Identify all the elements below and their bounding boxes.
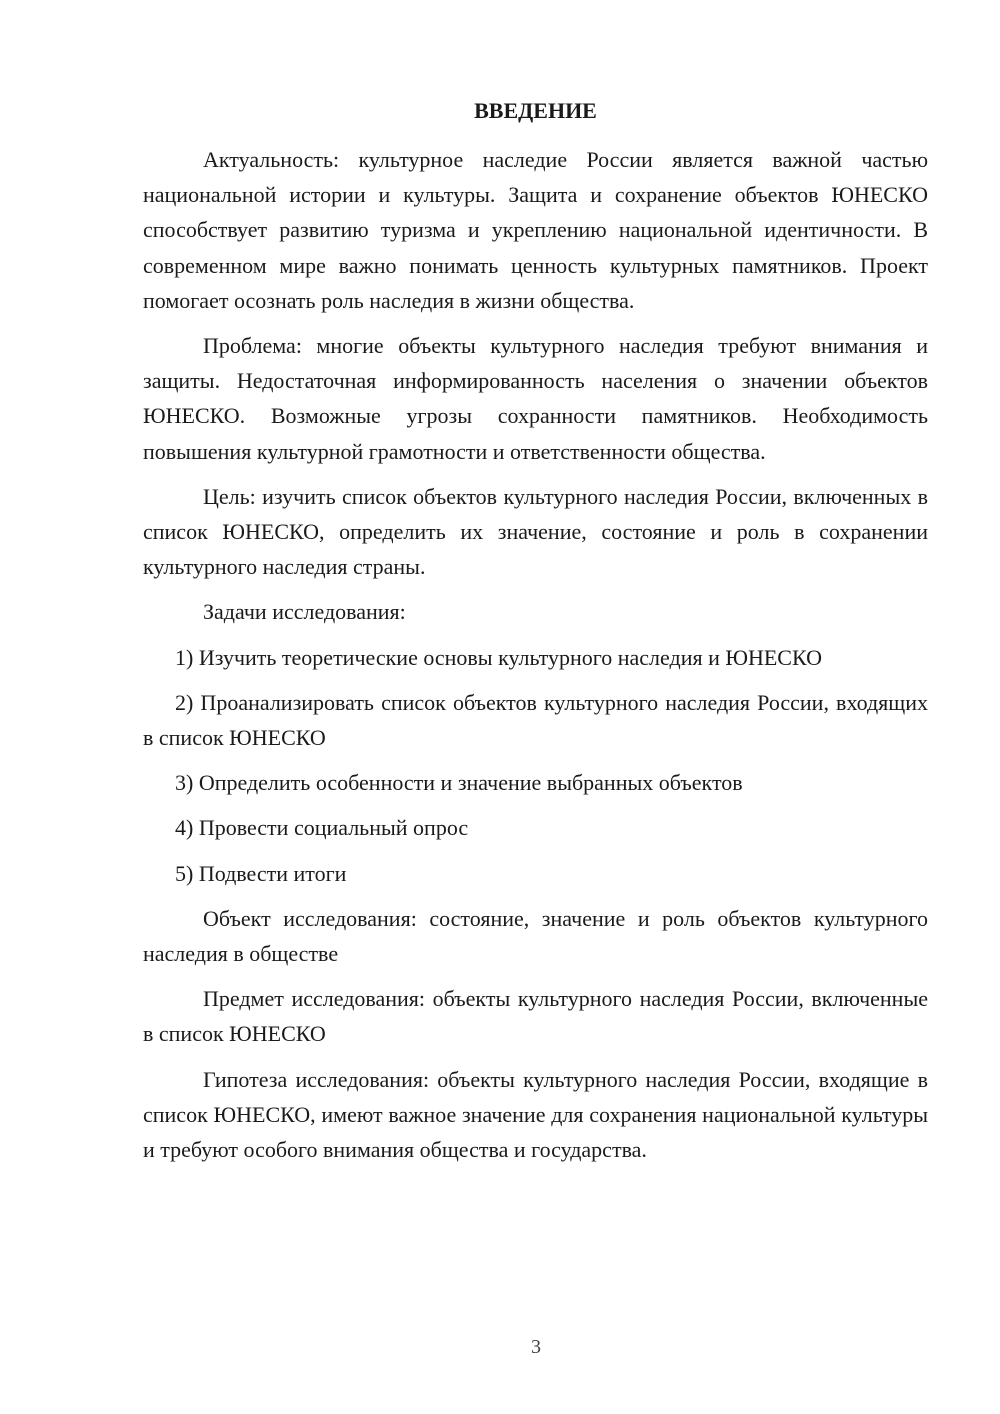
task-item-3: 3) Определить особенности и значение выбранных объектов <box>175 770 743 796</box>
task-item-4: 4) Провести социальный опрос <box>175 815 469 841</box>
paragraph-relevance: Актуальность: культурное наследие России является важной частью национальной истории и культуры. Защита и сохранение объектов ЮНЕСКО способствует развитию туризма и укреплению национальной идентичности. В современном мире важно понимать ценность культурных памятников. Проект помогает осознать роль наследия в жизни общества. <box>143 147 928 313</box>
document-body <box>143 142 928 1177</box>
paragraph-goal: Цель: изучить список объектов культурного наследия России, включенных в список ЮНЕСКО, определить их значение, состояние и роль в сохранении культурного наследия страны. <box>143 483 928 580</box>
page-number: 3 <box>531 1336 541 1358</box>
paragraph-hypothesis: Гипотеза исследования: объекты культурного наследия России, входящие в список ЮНЕСКО, имеют важное значение для сохранения национальной культуры и требуют особого внимания общества и государства. <box>143 1066 928 1163</box>
paragraph-problem: Проблема: многие объекты культурного наследия требуют внимания и защиты. Недостаточная информированность населения о значении объектов ЮНЕСКО. Возможные угрозы сохранности памятников. Необходимость повышения культурной грамотности и ответственности общества. <box>143 333 928 464</box>
paragraph-subject: Предмет исследования: объекты культурного наследия России, включенные в список ЮНЕСКО <box>143 986 928 1047</box>
tasks-heading: Задачи исследования: <box>203 599 406 625</box>
paragraph-object: Объект исследования: состояние, значение и роль объектов культурного наследия в обществе <box>143 905 928 967</box>
task-item-5: 5) Подвести итоги <box>175 860 347 886</box>
task-item-1: 1) Изучить теоретические основы культурного наследия и ЮНЕСКО <box>175 644 822 670</box>
section-title: ВВЕДЕНИЕ <box>474 98 597 123</box>
task-item-2: 2) Проанализировать список объектов культурного наследия России, входящих в список ЮНЕСКО <box>143 689 928 751</box>
